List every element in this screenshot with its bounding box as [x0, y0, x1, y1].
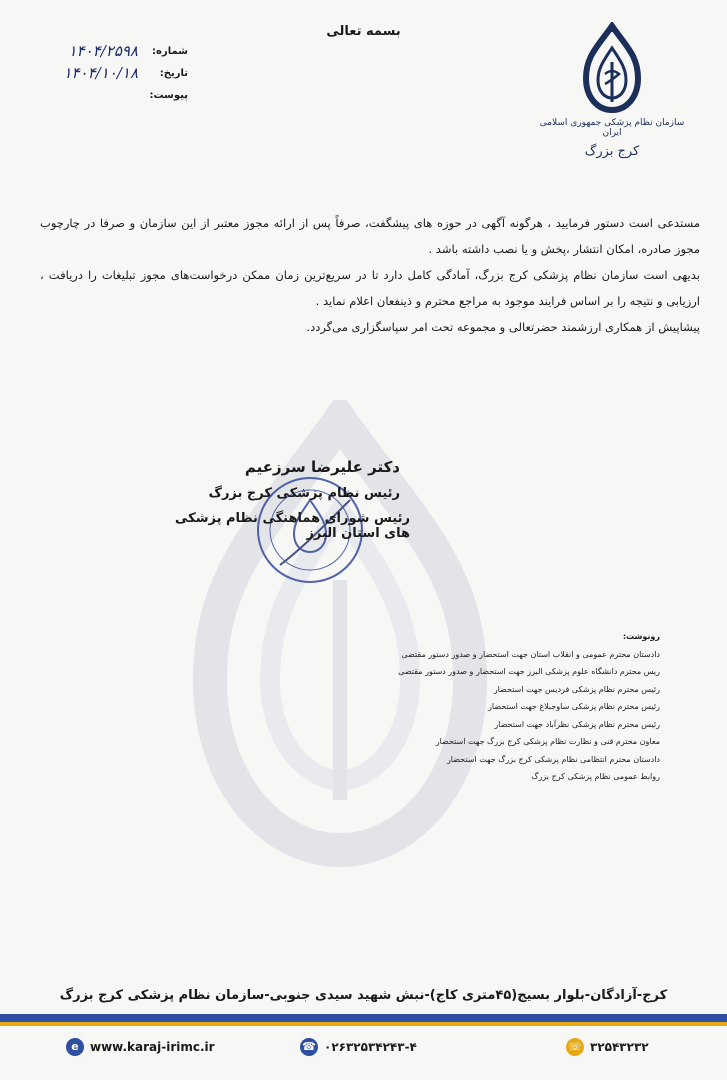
footer-divider	[0, 1014, 727, 1022]
phone-icon: ☎	[300, 1038, 318, 1056]
letter-date-label: تاریخ:	[159, 67, 188, 79]
cc-list	[330, 628, 660, 786]
cc-item: روابط عمومی نظام پزشکی کرج بزرگ	[531, 772, 660, 781]
cc-item: ریس محترم دانشگاه علوم پزشکی البرز جهت استحضار و صدور دستور مقتضی	[398, 667, 660, 676]
call-center-icon: ☏	[566, 1038, 584, 1056]
short-code-text: ۳۲۵۴۳۲۳۲	[590, 1040, 649, 1054]
phone-text: ۰۲۶۳۲۵۳۴۲۴۳-۴	[324, 1040, 417, 1054]
body-paragraph: پیشاپیش از همکاری ارزشمند حضرتعالی و مجموعه تحت امر سپاسگزاری می‌گردد.	[306, 320, 700, 334]
cc-item: دادستان محترم عمومی و انقلاب استان جهت استحضار و صدور دستور مقتضی	[401, 649, 660, 659]
letter-number-row	[18, 40, 188, 62]
medical-council-emblem-icon	[580, 22, 644, 114]
footer-address: کرج-آزادگان-بلوار بسیج(۴۵متری کاج)-نبش شهید سیدی جنوبی-سازمان نظام پزشکی کرج بزرگ	[59, 988, 668, 1003]
org-name: سازمان نظام پزشکی جمهوری اسلامی ایران	[539, 118, 685, 138]
cc-item: رئیس محترم نظام پزشکی فردیس جهت استحضار	[493, 684, 660, 694]
signature-block	[150, 458, 410, 541]
cc-item: رئیس محترم نظام پزشکی نظرآباد جهت استحضار	[494, 719, 660, 729]
signatory-name: دکتر علیرضا سرزعیم	[244, 458, 400, 476]
footer-divider	[0, 1022, 727, 1026]
signatory-title: رئیس نظام پزشکی کرج بزرگ	[208, 486, 400, 501]
letter-attachment-row	[18, 84, 188, 106]
globe-icon: e	[66, 1038, 84, 1056]
cc-item: معاون محترم فنی و نظارت نظام پزشکی کرج بزرگ جهت استحضار	[435, 737, 660, 746]
cc-title: رونوشت:	[622, 632, 660, 641]
letter-date-value: ۱۴۰۴/۱۰/۱۸	[63, 64, 138, 82]
footer-website[interactable]	[66, 1038, 215, 1056]
cc-item: رئیس محترم نظام پزشکی ساوجبلاغ جهت استحضار	[488, 702, 660, 711]
page-title: بسمه تعالی	[326, 24, 401, 39]
body-paragraph: مستدعی است دستور فرمایید ، هرگونه آگهی در حوزه های پیشگفت، صرفاً پس از ارائه مجوز معتبر از این سازمان و صرفا در چارچوب مجوز صادره، امکان انتشار ،پخش و یا نصب داشته باشد .	[40, 216, 700, 256]
letter-number-value: ۱۴۰۴/۲۵۹۸	[68, 42, 138, 60]
cc-item: دادستان محترم انتظامی نظام پزشکی کرج بزرگ جهت استحضار	[446, 754, 660, 764]
org-branch: کرج بزرگ	[584, 144, 640, 159]
letter-meta	[18, 40, 188, 106]
signatory-title: رئیس شورای هماهنگی نظام پزشکی های استان البرز	[174, 511, 410, 541]
footer-phone[interactable]	[300, 1038, 417, 1056]
letter-date-row	[18, 62, 188, 84]
body-paragraph: بدیهی است سازمان نظام پزشکی کرج بزرگ، آمادگی کامل دارد تا در سریع‌ترین زمان ممکن درخواست‌های مجوز تبلیغات را دریافت ، ارزیابی و نتیجه را بر اساس فرایند موجود به مراجع محترم و ذینفعان اعلام نماید .	[40, 268, 700, 308]
letter-number-label: شماره:	[152, 45, 188, 57]
footer-contact	[0, 1032, 727, 1062]
org-logo	[537, 22, 687, 159]
letter-attachment-label: پیوست:	[149, 89, 188, 101]
website-text: www.karaj-irimc.ir	[90, 1040, 215, 1054]
footer-short-code[interactable]	[566, 1038, 649, 1056]
letter-body	[40, 210, 700, 340]
